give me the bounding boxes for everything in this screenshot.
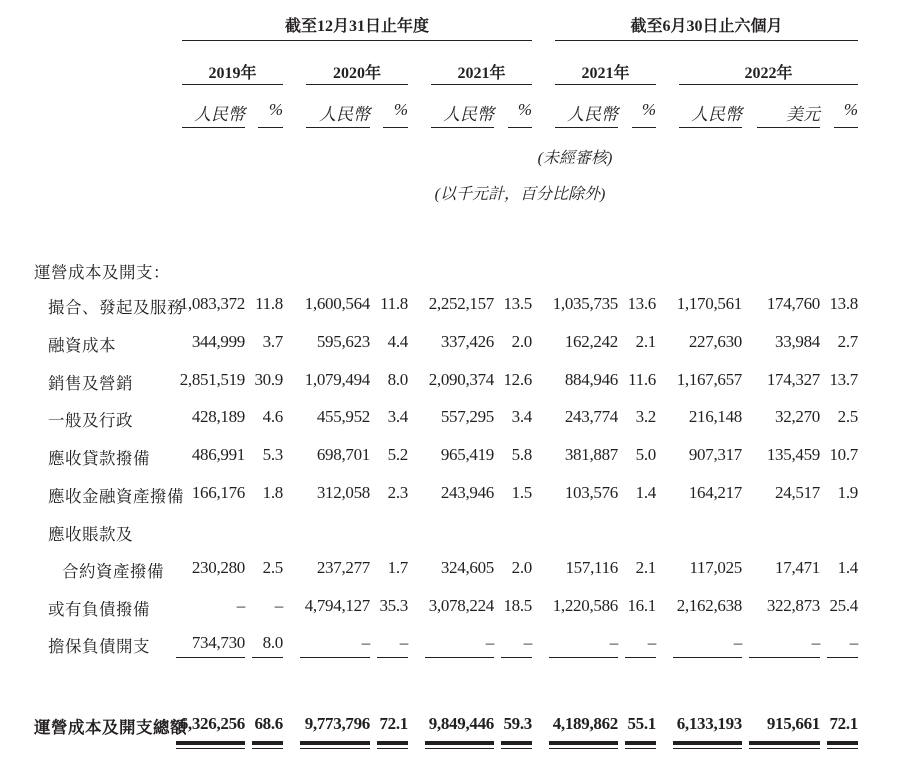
- cell: 18.5: [503, 596, 532, 615]
- cell: 174,760: [766, 294, 820, 313]
- currency-rule: [182, 127, 245, 128]
- cell: 162,242: [564, 332, 618, 351]
- cell: 216,148: [688, 407, 742, 426]
- cell: 344,999: [191, 332, 245, 351]
- subtotal-rule: [749, 657, 820, 658]
- cell: 5.2: [387, 445, 408, 464]
- cell: 2,252,157: [428, 294, 494, 313]
- cell: 5.8: [511, 445, 532, 464]
- cell: 1.5: [511, 483, 532, 502]
- subtotal-rule: [300, 657, 370, 658]
- cell: 381,887: [564, 445, 618, 464]
- total-cell: 68.6: [254, 714, 283, 733]
- subtotal-rule: [377, 657, 408, 658]
- total-cell: 4,189,862: [552, 714, 618, 733]
- currency-rule: [834, 127, 858, 128]
- currency-percent: %: [843, 100, 858, 119]
- row-label: 擔保負債開支: [48, 637, 150, 656]
- currency-rule: [383, 127, 408, 128]
- currency-rule: [508, 127, 532, 128]
- year-rule: [182, 84, 283, 85]
- subtotal-rule: [625, 657, 656, 658]
- row-label: 或有負債撥備: [48, 600, 150, 619]
- row-label: 融資成本: [48, 336, 116, 355]
- cell: 312,058: [316, 483, 370, 502]
- cell: 8.0: [387, 370, 408, 389]
- cell: 1.7: [387, 558, 408, 577]
- currency-percent: %: [641, 100, 656, 119]
- total-cell: 72.1: [829, 714, 858, 733]
- cell: –: [485, 633, 494, 652]
- cell: 230,280: [191, 558, 245, 577]
- year-2021: 2021年: [457, 65, 506, 82]
- year-rule: [555, 84, 656, 85]
- cell: 337,426: [440, 332, 494, 351]
- row-label: 應收金融資產撥備: [48, 487, 184, 506]
- currency-rule: [555, 127, 618, 128]
- cell: –: [609, 633, 618, 652]
- cell: –: [733, 633, 742, 652]
- total-cell: 915,661: [766, 714, 820, 733]
- currency-rule: [632, 127, 656, 128]
- cell: 324,605: [440, 558, 494, 577]
- cell: 5.3: [262, 445, 283, 464]
- cell: 243,774: [564, 407, 618, 426]
- cell: 13.8: [829, 294, 858, 313]
- cell: 322,873: [766, 596, 820, 615]
- cell: 13.7: [829, 370, 858, 389]
- year-2022-interim: 2022年: [744, 65, 793, 82]
- total-cell: 55.1: [627, 714, 656, 733]
- cell: 2.0: [511, 332, 532, 351]
- year-2020: 2020年: [332, 65, 381, 82]
- currency-rule: [258, 127, 283, 128]
- cell: 30.9: [254, 370, 283, 389]
- cell: 2.5: [262, 558, 283, 577]
- cell: –: [523, 633, 532, 652]
- cell: 1.4: [837, 558, 858, 577]
- currency-rmb: 人民幣: [443, 105, 494, 124]
- cell: 1,220,586: [552, 596, 618, 615]
- cell: 11.6: [628, 370, 656, 389]
- currency-rmb: 人民幣: [567, 105, 618, 124]
- cell: 557,295: [440, 407, 494, 426]
- cell: 1,079,494: [304, 370, 370, 389]
- header-interim-rule: [555, 40, 858, 41]
- row-label-continued: 合約資產撥備: [62, 562, 164, 581]
- subtotal-rule: [673, 657, 742, 658]
- cell: –: [647, 633, 656, 652]
- cell: 455,952: [316, 407, 370, 426]
- cell: 103,576: [564, 483, 618, 502]
- cell: 135,459: [766, 445, 820, 464]
- cell: 884,946: [564, 370, 618, 389]
- cell: 2.7: [837, 332, 858, 351]
- total-cell: 6,133,193: [676, 714, 742, 733]
- cell: 1.4: [635, 483, 656, 502]
- cell: 3.4: [511, 407, 532, 426]
- cell: 2.1: [635, 558, 656, 577]
- year-2019: 2019年: [208, 65, 257, 82]
- cell: 1.8: [262, 483, 283, 502]
- cell: 2,851,519: [179, 370, 245, 389]
- year-rule: [431, 84, 532, 85]
- cell: 164,217: [688, 483, 742, 502]
- subtotal-rule: [425, 657, 494, 658]
- currency-rule: [757, 127, 820, 128]
- cell: 33,984: [775, 332, 820, 351]
- cell: 35.3: [379, 596, 408, 615]
- cell: 117,025: [689, 558, 742, 577]
- cell: 2,090,374: [428, 370, 494, 389]
- cell: 595,623: [316, 332, 370, 351]
- row-label: 一般及行政: [48, 411, 133, 430]
- cell: 32,270: [775, 407, 820, 426]
- total-label: 運營成本及開支總額: [34, 718, 187, 737]
- cell: 8.0: [262, 633, 283, 652]
- total-cell: 72.1: [379, 714, 408, 733]
- cell: 16.1: [627, 596, 656, 615]
- total-cell: 6,326,256: [179, 714, 245, 733]
- cell: 174,327: [766, 370, 820, 389]
- subtotal-rule: [549, 657, 618, 658]
- currency-percent: %: [268, 100, 283, 119]
- currency-rmb: 人民幣: [194, 105, 245, 124]
- cell: 4.4: [387, 332, 408, 351]
- cell: 3.2: [635, 407, 656, 426]
- cell: 3.7: [262, 332, 283, 351]
- year-rule: [306, 84, 408, 85]
- subtotal-rule: [501, 657, 532, 658]
- currency-rule: [431, 127, 494, 128]
- row-label: 銷售及營銷: [48, 374, 133, 393]
- currency-rmb: 人民幣: [319, 105, 370, 124]
- header-annual-period: 截至12月31日止年度: [284, 18, 429, 35]
- cell: 17,471: [775, 558, 820, 577]
- cell: 10.7: [829, 445, 858, 464]
- unit-note: (以千元計，百分比除外): [434, 186, 606, 203]
- cell: –: [399, 633, 408, 652]
- cell: 13.6: [627, 294, 656, 313]
- total-cell: 59.3: [503, 714, 532, 733]
- cell: 486,991: [191, 445, 245, 464]
- cell: 1,035,735: [552, 294, 618, 313]
- cell: 2,162,638: [676, 596, 742, 615]
- cell: –: [849, 633, 858, 652]
- cell: 5.0: [635, 445, 656, 464]
- currency-rule: [679, 127, 742, 128]
- header-interim-period: 截至6月30日止六個月: [630, 18, 783, 35]
- cell: 2.5: [837, 407, 858, 426]
- row-label: 撮合、發起及服務: [48, 298, 184, 317]
- currency-rmb: 人民幣: [691, 105, 742, 124]
- cell: 1,600,564: [304, 294, 370, 313]
- cell: 1,083,372: [179, 294, 245, 313]
- cell: 2.3: [387, 483, 408, 502]
- cell: 907,317: [688, 445, 742, 464]
- cell: 24,517: [775, 483, 820, 502]
- year-rule: [679, 84, 858, 85]
- cell: 25.4: [829, 596, 858, 615]
- header-annual-rule: [182, 40, 532, 41]
- cell: 4.6: [262, 407, 283, 426]
- cell: 12.6: [503, 370, 532, 389]
- section-title: 運營成本及開支：: [34, 263, 170, 282]
- cell: 2.0: [511, 558, 532, 577]
- cell: 428,189: [191, 407, 245, 426]
- cell: 3.4: [387, 407, 408, 426]
- cell: –: [274, 596, 283, 615]
- subtotal-rule: [252, 657, 283, 658]
- cell: 698,701: [316, 445, 370, 464]
- row-label: 應收賬款及: [48, 525, 133, 544]
- cell: 157,116: [565, 558, 618, 577]
- cell: 243,946: [440, 483, 494, 502]
- currency-rule: [306, 127, 370, 128]
- cell: 4,794,127: [304, 596, 370, 615]
- cell: 1.9: [837, 483, 858, 502]
- cell: 2.1: [635, 332, 656, 351]
- cell: 965,419: [440, 445, 494, 464]
- cell: 11.8: [255, 294, 283, 313]
- year-2021-interim: 2021年: [581, 65, 630, 82]
- cell: 1,167,657: [676, 370, 742, 389]
- total-cell: 9,773,796: [304, 714, 370, 733]
- row-label: 應收貸款撥備: [48, 449, 150, 468]
- cell: 237,277: [316, 558, 370, 577]
- currency-usd: 美元: [786, 105, 820, 124]
- currency-percent: %: [517, 100, 532, 119]
- currency-percent: %: [393, 100, 408, 119]
- cell: –: [236, 596, 245, 615]
- cell: 734,730: [191, 633, 245, 652]
- unaudited-note: (未經審核): [537, 150, 613, 167]
- total-cell: 9,849,446: [428, 714, 494, 733]
- cell: –: [811, 633, 820, 652]
- cell: 11.8: [380, 294, 408, 313]
- subtotal-rule: [176, 657, 245, 658]
- cell: 1,170,561: [676, 294, 742, 313]
- cell: 13.5: [503, 294, 532, 313]
- cell: 166,176: [191, 483, 245, 502]
- cell: –: [361, 633, 370, 652]
- subtotal-rule: [827, 657, 858, 658]
- cell: 227,630: [688, 332, 742, 351]
- cell: 3,078,224: [428, 596, 494, 615]
